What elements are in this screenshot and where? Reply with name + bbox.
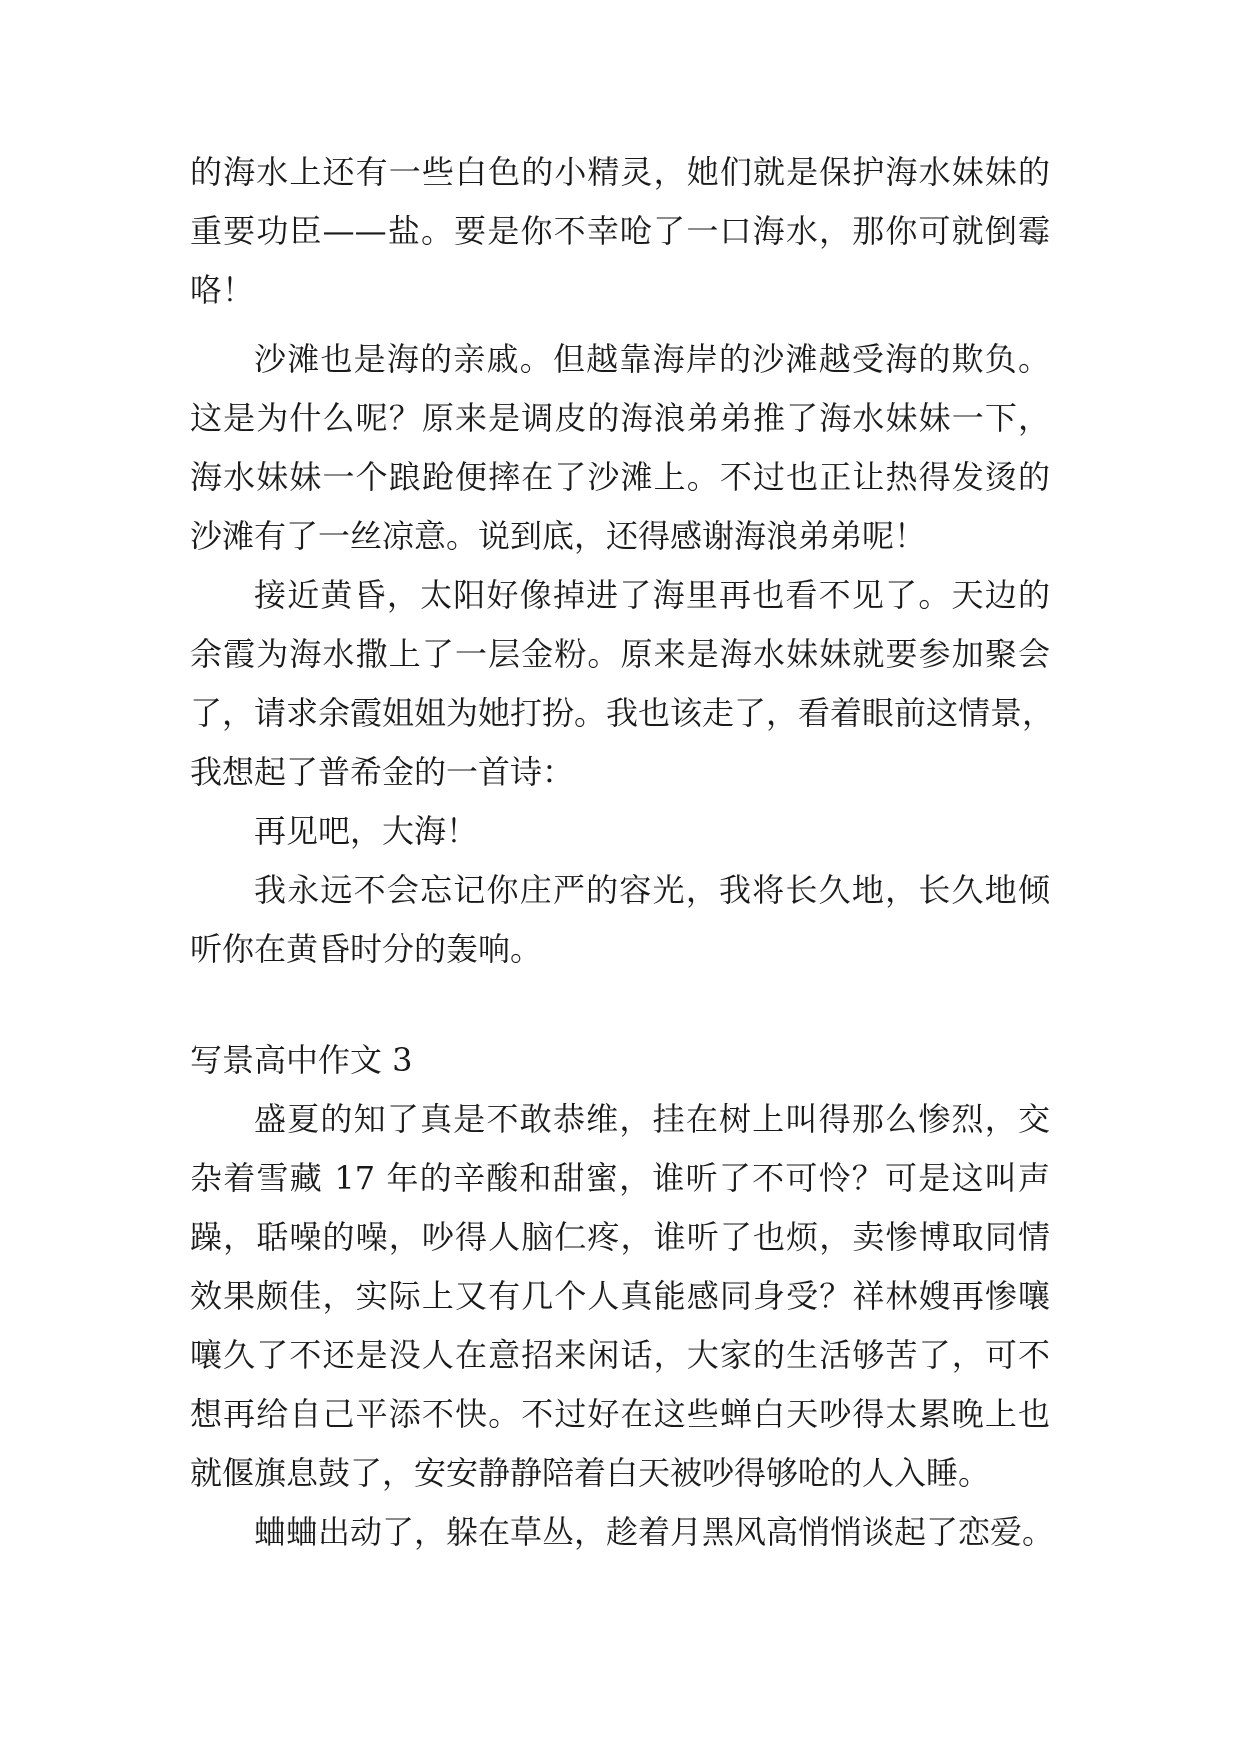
text-line: 重要功臣——盐。要是你不幸呛了一口海水，那你可就倒霉 — [190, 212, 1050, 250]
text-line: 这是为什么呢？原来是调皮的海浪弟弟推了海水妹妹一下， — [190, 399, 1050, 437]
text-line: 沙滩有了一丝凉意。说到底，还得感谢海浪弟弟呢！ — [190, 517, 927, 555]
text-line: 海水妹妹一个踉跄便摔在了沙滩上。不过也正让热得发烫的 — [190, 458, 1050, 496]
text-line: 我想起了普希金的一首诗： — [190, 753, 575, 791]
text-line: 躁，聒噪的噪，吵得人脑仁疼，谁听了也烦，卖惨博取同情 — [190, 1218, 1050, 1256]
text-line: 余霞为海水撒上了一层金粉。原来是海水妹妹就要参加聚会 — [190, 635, 1050, 673]
poem-line: 再见吧，大海！ — [254, 812, 479, 850]
paragraph-first-line: 蛐蛐出动了，躲在草丛，趁着月黑风高悄悄谈起了恋爱。 — [254, 1513, 1055, 1551]
text-line: 效果颇佳，实际上又有几个人真能感同身受？祥林嫂再惨嚷 — [190, 1277, 1050, 1315]
paragraph-first-line: 沙滩也是海的亲戚。但越靠海岸的沙滩越受海的欺负。 — [254, 340, 1050, 378]
paragraph-first-line: 我永远不会忘记你庄严的容光，我将长久地，长久地倾 — [254, 871, 1050, 909]
paragraph-first-line: 接近黄昏，太阳好像掉进了海里再也看不见了。天边的 — [254, 576, 1050, 614]
text-line: 的海水上还有一些白色的小精灵，她们就是保护海水妹妹的 — [190, 153, 1050, 191]
section-heading: 写景高中作文 3 — [190, 1041, 413, 1079]
text-line: 杂着雪藏 17 年的辛酸和甜蜜，谁听了不可怜？可是这叫声 — [190, 1159, 1050, 1197]
text-line: 听你在黄昏时分的轰响。 — [190, 930, 543, 968]
text-line: 就偃旗息鼓了，安安静静陪着白天被吵得够呛的人入睡。 — [190, 1454, 991, 1492]
text-line: 想再给自己平添不快。不过好在这些蝉白天吵得太累晚上也 — [190, 1395, 1050, 1433]
paragraph-first-line: 盛夏的知了真是不敢恭维，挂在树上叫得那么惨烈，交 — [254, 1100, 1050, 1138]
text-line: 嚷久了不还是没人在意招来闲话，大家的生活够苦了，可不 — [190, 1336, 1050, 1374]
text-line: 了，请求余霞姐姐为她打扮。我也该走了，看着眼前这情景， — [190, 694, 1055, 732]
text-line: 咯！ — [190, 271, 255, 309]
